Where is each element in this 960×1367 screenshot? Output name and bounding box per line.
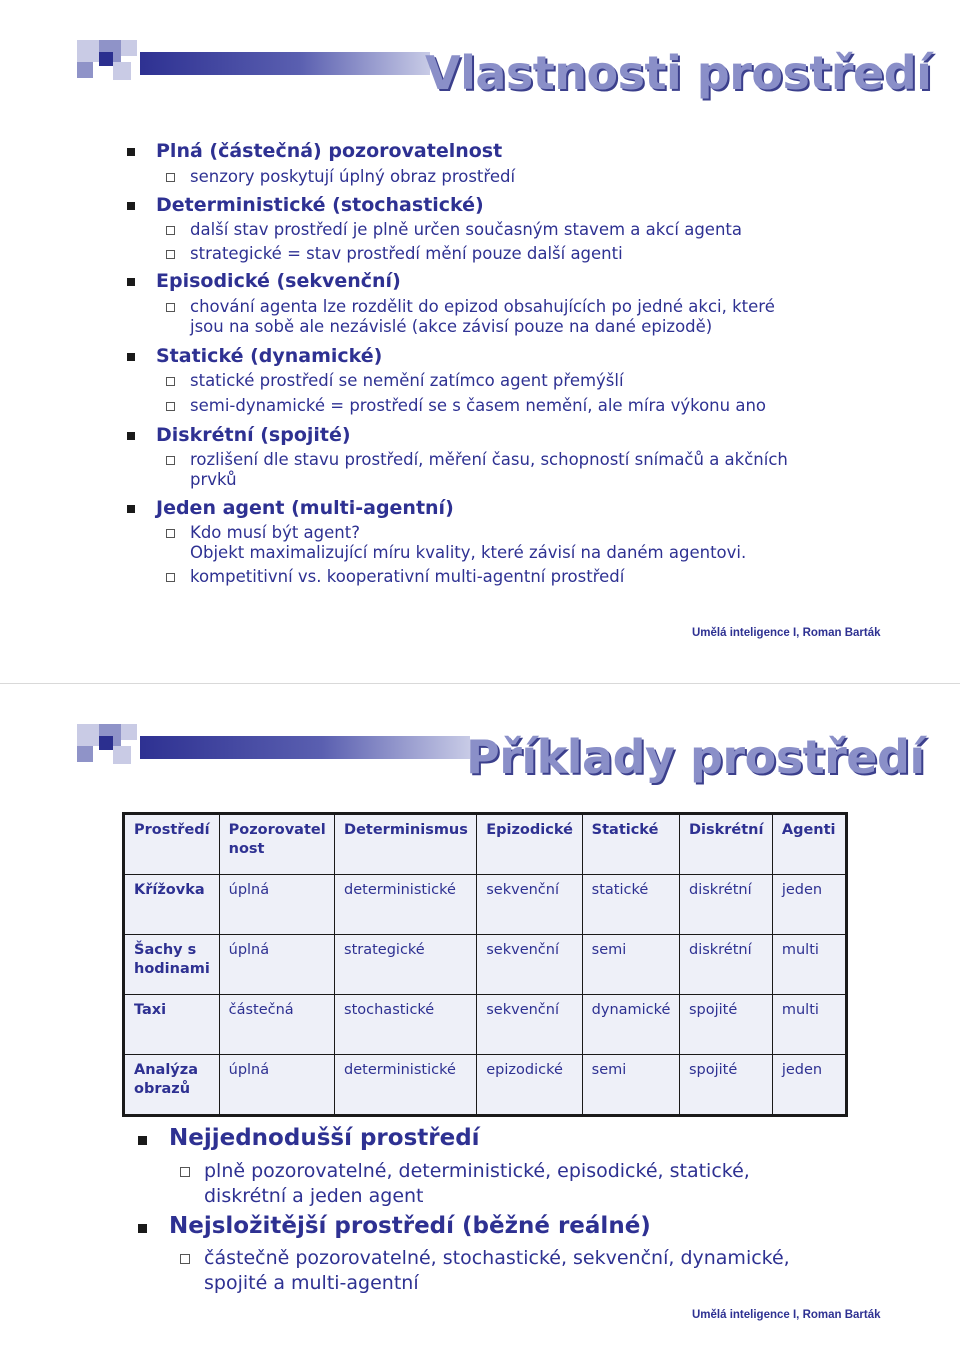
- table-cell: [477, 935, 582, 995]
- table-header-cell: [772, 814, 846, 875]
- title-bar: [140, 736, 470, 759]
- bullet-square-icon: [127, 202, 135, 210]
- sub-bullet-text: Objekt maximalizující míru kvality, které závisí na daném agentovi.: [190, 543, 747, 562]
- sub-bullet-text: semi-dynamické = prostředí se s časem nemění, ale míra výkonu ano: [190, 396, 767, 415]
- sub-bullet-text: další stav prostředí je plně určen současným stavem a akcí agenta: [190, 220, 742, 239]
- sub-bullet-text: strategické = stav prostředí mění pouze další agenti: [190, 244, 623, 263]
- header-text: Statické: [591, 822, 659, 838]
- table-cell: [582, 1055, 679, 1116]
- sub-bullet-square-icon: [166, 573, 175, 582]
- cell-text: sekvenční: [486, 882, 559, 898]
- sub-bullet-text: senzory poskytují úplný obraz prostředí: [190, 167, 516, 186]
- bullet-square-icon: [127, 278, 135, 286]
- bullet-heading: Diskrétní (spojité): [156, 424, 351, 446]
- title-bar: [140, 52, 430, 75]
- bullet-heading: Nejsložitější prostředí (běžné reálné): [169, 1213, 651, 1239]
- table-cell: [477, 875, 582, 935]
- table-row: [124, 935, 847, 995]
- sub-bullet-text: spojité a multi-agentní: [204, 1272, 419, 1294]
- sub-bullet-text: statické prostředí se nemění zatímco agent přemýšlí: [190, 371, 624, 390]
- deco-square: [99, 736, 113, 750]
- bullet-square-icon: [138, 1224, 147, 1233]
- header-text: nost: [228, 841, 265, 857]
- sub-bullet-text: chování agenta lze rozdělit do epizod obsahujících po jedné akci, které: [190, 297, 775, 316]
- deco-square: [77, 746, 93, 762]
- table-cell: [679, 875, 772, 935]
- header-text: Epizodické: [486, 822, 573, 838]
- bullet-square-icon: [127, 432, 135, 440]
- bullet-square-icon: [127, 353, 135, 361]
- cell-text: úplná: [228, 1062, 270, 1078]
- table-row: [124, 1055, 847, 1116]
- table-row: [124, 875, 847, 935]
- table-cell: [219, 875, 334, 935]
- bullet-heading: Episodické (sekvenční): [156, 270, 401, 292]
- table-cell: [582, 995, 679, 1055]
- cell-text: deterministické: [344, 882, 456, 898]
- sub-bullet-square-icon: [166, 529, 175, 538]
- cell-text: spojité: [688, 1002, 738, 1018]
- table-header-cell: [477, 814, 582, 875]
- cell-text: multi: [781, 942, 819, 958]
- cell-text: deterministické: [344, 1062, 456, 1078]
- cell-text: sekvenční: [486, 1002, 559, 1018]
- table-cell: [679, 1055, 772, 1116]
- cell-text: semi: [591, 942, 627, 958]
- table-cell: [124, 995, 220, 1055]
- cell-text: epizodické: [486, 1062, 563, 1078]
- table-cell: [772, 935, 846, 995]
- sub-bullet-text: Kdo musí být agent?: [190, 523, 360, 542]
- header-text: Determinismus: [344, 822, 468, 838]
- slide-title: Vlastnosti prostředí: [425, 46, 932, 100]
- slide-priklady-prostredi: [0, 684, 960, 1367]
- table-header-cell: [679, 814, 772, 875]
- deco-square: [99, 52, 113, 66]
- environments-table: [122, 812, 848, 1117]
- table-cell: [335, 1055, 477, 1116]
- sub-bullet-text: prvků: [190, 470, 237, 489]
- deco-square: [121, 40, 137, 56]
- table-cell: [772, 1055, 846, 1116]
- cell-text: strategické: [344, 942, 425, 958]
- sub-bullet-text: plně pozorovatelné, deterministické, episodické, statické,: [204, 1160, 750, 1182]
- sub-bullet-square-icon: [166, 250, 175, 259]
- table-cell: [582, 875, 679, 935]
- cell-text: multi: [781, 1002, 819, 1018]
- sub-bullet-square-icon: [166, 456, 175, 465]
- sub-bullet-square-icon: [180, 1167, 190, 1177]
- deco-square: [113, 746, 131, 764]
- deco-square: [121, 724, 137, 740]
- cell-text: stochastické: [344, 1002, 435, 1018]
- sub-bullet-text: diskrétní a jeden agent: [204, 1185, 424, 1207]
- slide-footer: Umělá inteligence I, Roman Barták: [692, 1309, 881, 1321]
- cell-text: hodinami: [134, 961, 210, 977]
- table-cell: [219, 935, 334, 995]
- header-text: Agenti: [781, 822, 836, 838]
- table-header-cell: [582, 814, 679, 875]
- sub-bullet-text: rozlišení dle stavu prostředí, měření času, schopností snímačů a akčních: [190, 450, 788, 469]
- cell-text: dynamické: [591, 1002, 671, 1018]
- bullet-heading: Statické (dynamické): [156, 345, 383, 367]
- sub-bullet-square-icon: [166, 303, 175, 312]
- table-cell: [124, 875, 220, 935]
- cell-text: úplná: [228, 942, 270, 958]
- table-cell: [335, 935, 477, 995]
- table-header-row: [124, 814, 847, 875]
- table-cell: [219, 1055, 334, 1116]
- table-cell: [124, 935, 220, 995]
- sub-bullet-square-icon: [166, 377, 175, 386]
- bullet-square-icon: [127, 505, 135, 513]
- bullet-heading: Nejjednodušší prostředí: [169, 1125, 480, 1151]
- slide-title: Příklady prostředí: [466, 730, 925, 784]
- table-cell: [124, 1055, 220, 1116]
- sub-bullet-square-icon: [166, 402, 175, 411]
- table-cell: [772, 875, 846, 935]
- cell-text: spojité: [688, 1062, 738, 1078]
- cell-text: diskrétní: [688, 882, 752, 898]
- slide-vlastnosti-prostredi: [0, 0, 960, 683]
- cell-text: statické: [591, 882, 649, 898]
- cell-text: Křížovka: [134, 882, 205, 898]
- cell-text: diskrétní: [688, 942, 752, 958]
- sub-bullet-square-icon: [180, 1254, 190, 1264]
- slide-footer: Umělá inteligence I, Roman Barták: [692, 627, 881, 639]
- bullet-square-icon: [127, 148, 135, 156]
- table-cell: [477, 995, 582, 1055]
- table-header-cell: [335, 814, 477, 875]
- deco-square: [113, 62, 131, 80]
- bullet-square-icon: [138, 1136, 147, 1145]
- cell-text: Taxi: [134, 1002, 167, 1018]
- table-header-cell: [219, 814, 334, 875]
- bullet-heading: Deterministické (stochastické): [156, 194, 484, 216]
- cell-text: jeden: [781, 882, 823, 898]
- sub-bullet-square-icon: [166, 226, 175, 235]
- table-cell: [582, 935, 679, 995]
- header-text: Prostředí: [134, 822, 210, 838]
- table-cell: [477, 1055, 582, 1116]
- cell-text: obrazů: [134, 1081, 191, 1097]
- sub-bullet-text: částečně pozorovatelné, stochastické, sekvenční, dynamické,: [204, 1247, 790, 1269]
- table-cell: [219, 995, 334, 1055]
- cell-text: úplná: [228, 882, 270, 898]
- bullet-heading: Plná (částečná) pozorovatelnost: [156, 140, 503, 162]
- cell-text: sekvenční: [486, 942, 559, 958]
- bullet-heading: Jeden agent (multi-agentní): [156, 497, 454, 519]
- deco-square: [77, 724, 99, 746]
- table-cell: [335, 995, 477, 1055]
- deco-square: [77, 62, 93, 78]
- cell-text: semi: [591, 1062, 627, 1078]
- table-cell: [335, 875, 477, 935]
- header-text: Pozorovatel: [228, 822, 326, 838]
- table-cell: [679, 935, 772, 995]
- cell-text: Analýza: [134, 1062, 198, 1078]
- cell-text: částečná: [228, 1002, 294, 1018]
- sub-bullet-text: kompetitivní vs. kooperativní multi-agentní prostředí: [190, 567, 625, 586]
- table-row: [124, 995, 847, 1055]
- header-text: Diskrétní: [688, 822, 764, 838]
- table-header-cell: [124, 814, 220, 875]
- table-cell: [772, 995, 846, 1055]
- cell-text: jeden: [781, 1062, 823, 1078]
- sub-bullet-square-icon: [166, 173, 175, 182]
- table-cell: [679, 995, 772, 1055]
- sub-bullet-text: jsou na sobě ale nezávislé (akce závisí pouze na dané epizodě): [190, 317, 713, 336]
- cell-text: Šachy s: [134, 942, 197, 958]
- deco-square: [77, 40, 99, 62]
